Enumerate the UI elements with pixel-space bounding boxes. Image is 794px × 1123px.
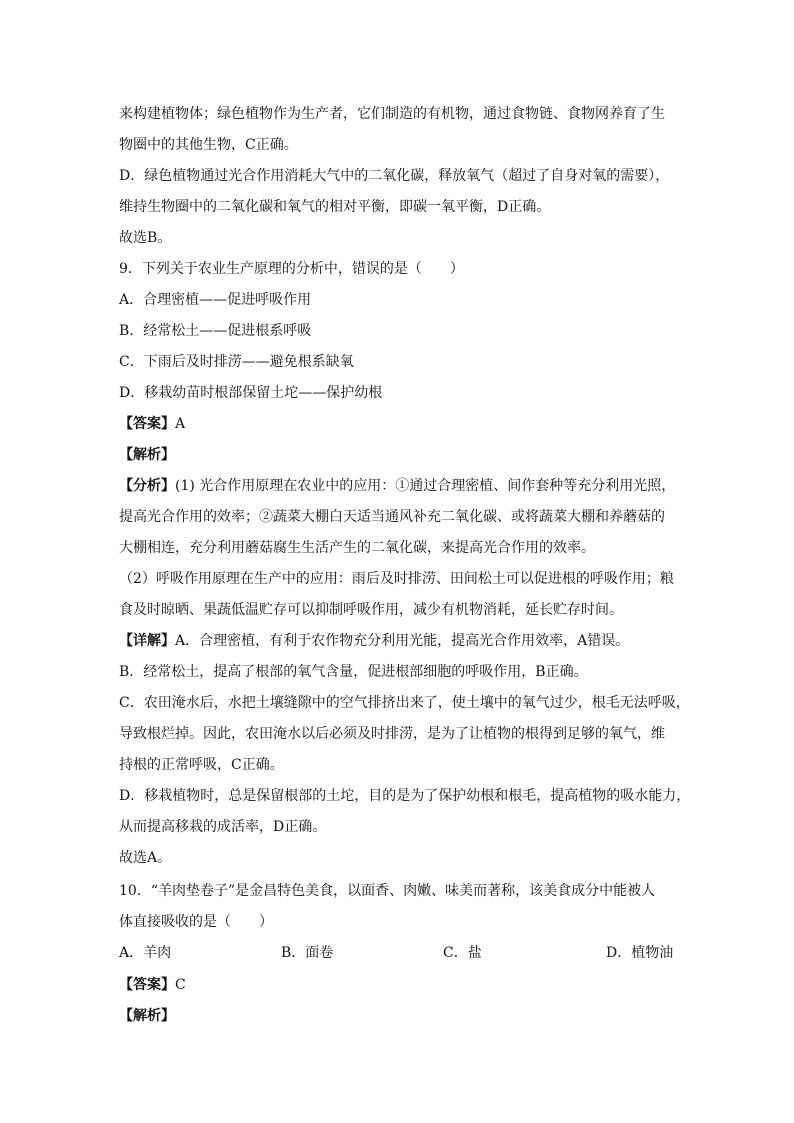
question-9-option-b: B．经常松土——促进根系呼吸	[119, 323, 312, 339]
question-9-stem: 9．下列关于农业生产原理的分析中，错误的是（ ）	[119, 261, 464, 277]
detail-line	[119, 632, 629, 650]
analysis-text: (1) 光合作用原理在农业中的应用：①通过合理密植、间作套种等充分利用光照，	[175, 478, 676, 494]
detail-line: 导致根烂掉。因此，农田淹水以后必须及时排涝，是为了让植物的根得到足够的氧气，维	[119, 726, 665, 742]
analysis-line	[119, 477, 675, 495]
analysis-line: 提高光合作用的效率；②蔬菜大棚白天适当通风补充二氧化碳、或将蔬菜大棚和养蘑菇的	[119, 509, 665, 525]
detail-line: D．移栽植物时，总是保留根部的土坨，目的是为了保护幼根和根毛，提高植物的吸水能力，	[119, 788, 691, 804]
text-line: 来构建植物体；绿色植物作为生产者，它们制造的有机物，通过食物链、食物网养育了生	[119, 106, 665, 122]
question-10-option-b: B．面卷	[281, 945, 334, 961]
question-9-option-a: A．合理密植——促进呼吸作用	[119, 292, 312, 308]
question-10-option-c: C．盐	[443, 945, 482, 961]
question-9-option-d: D．移栽幼苗时根部保留土坨——保护幼根	[119, 385, 383, 401]
answer-value: A	[175, 416, 186, 432]
analysis-line: （2）呼吸作用原理在生产中的应用：雨后及时排涝、田间松土可以促进根的呼吸作用；粮	[119, 571, 674, 587]
analysis-label: 【分析】	[119, 478, 175, 494]
detail-line: 持根的正常呼吸，C正确。	[119, 757, 284, 773]
detail-line: C．农田淹水后，水把土壤缝隙中的空气排挤出来了，使土壤中的氧气过少，根毛无法呼吸，	[119, 695, 690, 711]
question-9-option-c: C．下雨后及时排涝——避免根系缺氧	[119, 354, 354, 370]
analysis-line: 食及时晾晒、果蔬低温贮存可以抑制呼吸作用，减少有机物消耗，延长贮存时间。	[119, 602, 623, 618]
analysis-line: 大棚相连，充分利用蘑菇腐生生活产生的二氧化碳，来提高光合作用的效率。	[119, 540, 595, 556]
answer-line	[119, 976, 186, 994]
answer-label: 【答案】	[119, 977, 175, 993]
detail-text: A．合理密植，有利于农作物充分利用光能，提高光合作用效率，A错误。	[175, 633, 630, 649]
analysis-heading: 【解析】	[119, 1008, 175, 1024]
question-10-stem-cont: 体直接吸收的是（ ）	[119, 914, 273, 930]
detail-label: 【详解】	[119, 633, 175, 649]
text-line: D．绿色植物通过光合作用消耗大气中的二氧化碳，释放氧气（超过了自身对氧的需要），	[119, 168, 670, 184]
text-line: 维持生物圈中的二氧化碳和氧气的相对平衡，即碳一氧平衡，D正确。	[119, 199, 551, 215]
detail-line: 从而提高移栽的成活率，D正确。	[119, 819, 327, 835]
analysis-heading: 【解析】	[119, 447, 175, 463]
answer-value: C	[175, 977, 186, 993]
text-line: 物圈中的其他生物，C正确。	[119, 137, 298, 153]
question-10-option-a: A．羊肉	[119, 945, 172, 961]
detail-line: B．经常松土，提高了根部的氧气含量，促进根部细胞的呼吸作用，B正确。	[119, 664, 588, 680]
conclusion-line: 故选A。	[119, 850, 172, 866]
question-10-stem: 10．“羊肉垫卷子”是金昌特色美食，以面香、肉嫩、味美而著称，该美食成分中能被人	[119, 883, 656, 899]
question-10-option-d: D．植物油	[606, 945, 674, 961]
answer-line	[119, 415, 185, 433]
answer-label: 【答案】	[119, 416, 175, 432]
conclusion-line: 故选B。	[119, 230, 172, 246]
